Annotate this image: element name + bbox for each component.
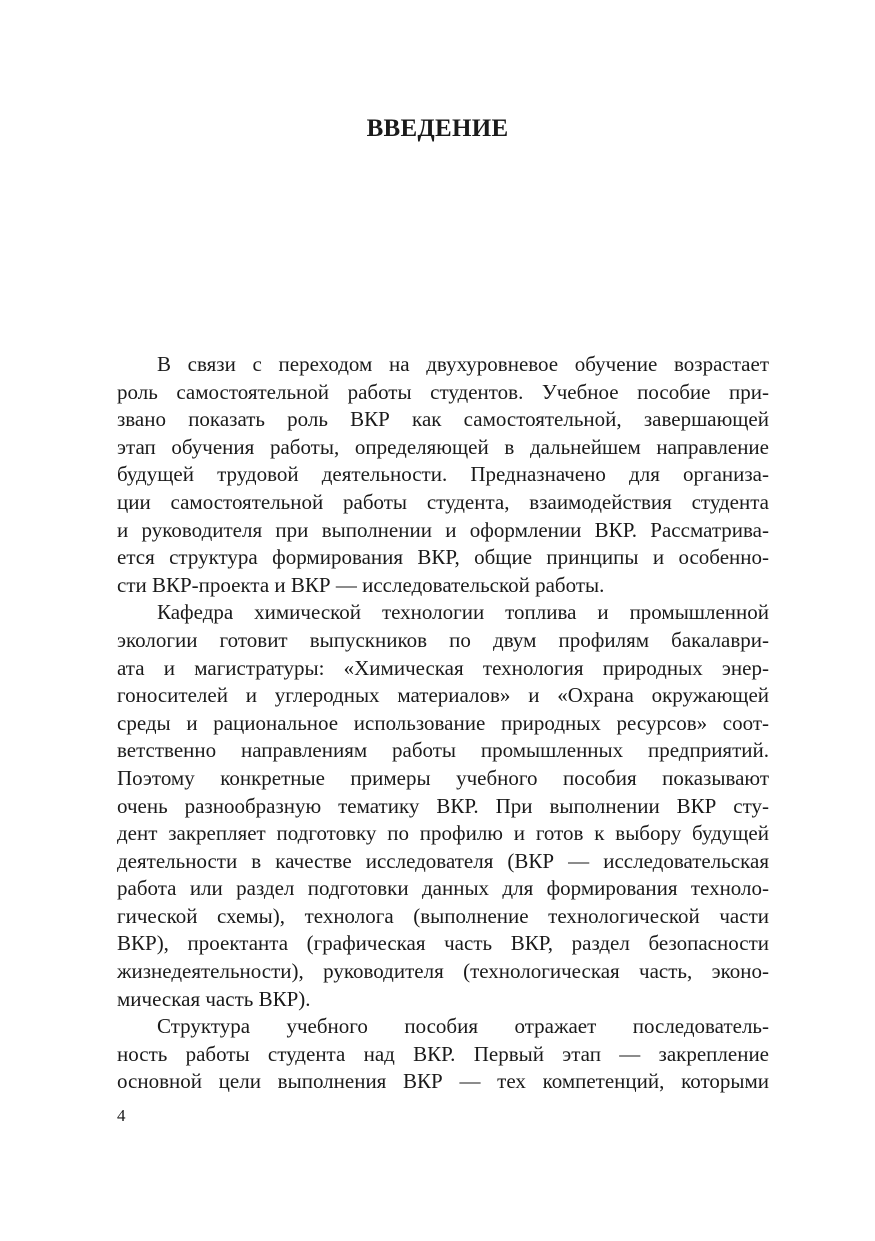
text-line: жизнедеятельности), руководителя (технологическая часть, эконо- (117, 959, 769, 984)
text-line: Кафедра химической технологии топлива и промышленной (157, 600, 769, 625)
text-line: сти ВКР-проекта и ВКР — исследовательской работы. (117, 572, 605, 597)
text-line: дент закрепляет подготовку по профилю и готов к выбору будущей (117, 821, 769, 846)
text-line: и руководителя при выполнении и оформлении ВКР. Рассматрива- (117, 517, 769, 542)
text-line: ата и магистратуры: «Химическая технология природных энер- (117, 655, 769, 680)
text-line: экологии готовит выпускников по двум профилям бакалаври- (117, 627, 769, 652)
text-line: роль самостоятельной работы студентов. Учебное пособие при- (117, 379, 769, 404)
text-line: среды и рациональное использование природных ресурсов» соот- (117, 710, 769, 735)
text-line: гоносителей и углеродных материалов» и «Охрана окружающей (117, 683, 769, 708)
text-line: ется структура формирования ВКР, общие принципы и особенно- (117, 545, 769, 570)
text-line: ность работы студента над ВКР. Первый этап — закрепление (117, 1041, 769, 1066)
text-line: В связи с переходом на двухуровневое обучение возрастает (157, 352, 769, 376)
text-line: очень разнообразную тематику ВКР. При выполнении ВКР сту- (117, 793, 769, 818)
text-line: Поэтому конкретные примеры учебного пособия показывают (117, 765, 769, 790)
text-line: мическая часть ВКР). (117, 986, 311, 1011)
text-line: основной цели выполнения ВКР — тех компетенций, которыми (117, 1069, 769, 1094)
text-line: деятельности в качестве исследователя (ВКР — исследовательская (117, 848, 769, 873)
text-line: ВКР), проектанта (графическая часть ВКР, раздел безопасности (117, 931, 769, 956)
text-line: звано показать роль ВКР как самостоятельной, завершающей (117, 407, 769, 432)
text-line: Структура учебного пособия отражает последователь- (157, 1014, 769, 1039)
page-title: ВВЕДЕНИЕ (366, 115, 509, 142)
text-line: работа или раздел подготовки данных для формирования техноло- (117, 876, 769, 901)
text-line: ции самостоятельной работы студента, взаимодействия студента (117, 489, 769, 514)
text-line: ветственно направлениям работы промышленных предприятий. (117, 738, 769, 763)
text-line: гической схемы), технолога (выполнение технологической части (117, 903, 769, 928)
paragraph-2 (117, 599, 769, 1013)
body-text (117, 351, 769, 1096)
text-line: этап обучения работы, определяющей в дальнейшем направление (117, 434, 769, 459)
paragraph-1 (117, 351, 769, 599)
paragraph-3 (117, 1013, 769, 1096)
page-number: 4 (117, 1106, 126, 1125)
text-line: будущей трудовой деятельности. Предназначено для организа- (117, 462, 769, 487)
